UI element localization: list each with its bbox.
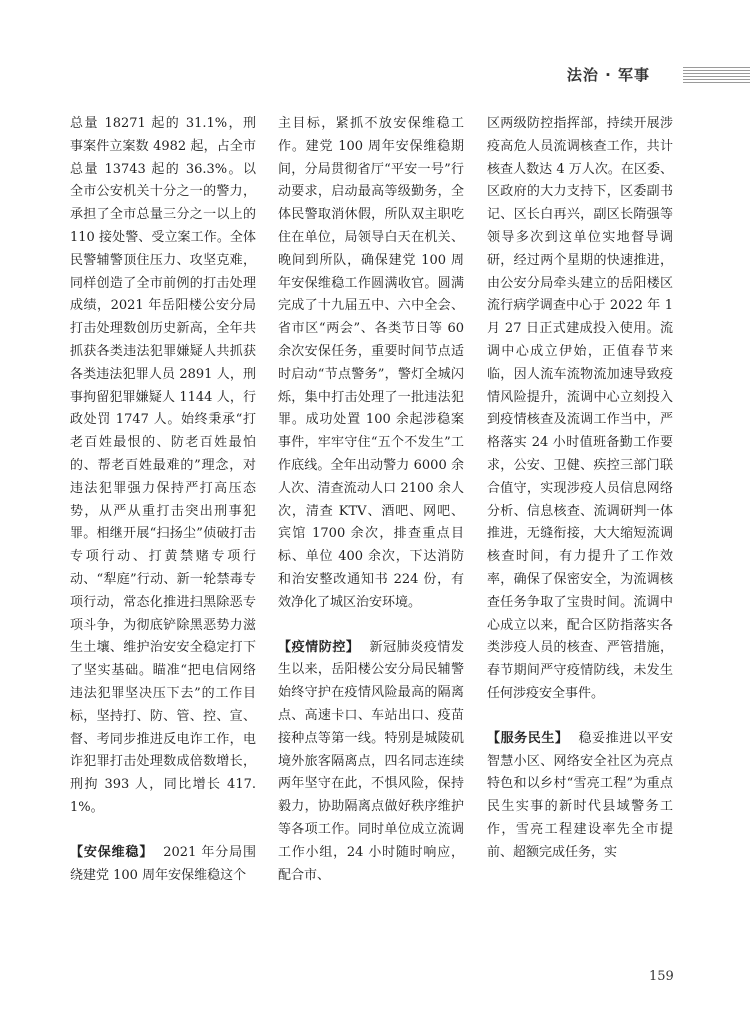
- text-column-1: [70, 113, 256, 887]
- section-title-epidemic: 【疫情防控】: [278, 639, 360, 655]
- paragraph: 主目标，紧抓不放安保维稳工作。建党 100 周年安保维稳期间，分局贯彻省厅“平安一号”行动要求，启动最高等级勤务，全体民警取消休假，所队双主职吃住在单位，局领导白天在机关、晚间到所队，确保建党 100 周年安保维稳工作圆满收官。圆满完成了十九届五中、六中全会、省市区“两会”、各类节日等 60 余次安保任务，重要时间节点适时启动“节点警务”，警灯全城闪烁，集中打击处理了一批违法犯罪。成功处置 100 余起涉稳案事件，牢牢守住“五个不发生”工作底线。全年出动警力 6000 余人次、清查流动人口 2100 余人次，清查 KTV、酒吧、网吧、宾馆 1700 余次，排查重点目标、单位 400 余次，下达消防和治安整改通知书 224 份，有效净化了城区治安环境。: [278, 116, 464, 610]
- paragraph-text: 稳妥推进以平安智慧小区、网络安全社区为亮点特色和以乡村“雪亮工程”为重点民生实事的新时代县域警务工作，雪亮工程建设率先全市提前、超额完成任务，实: [487, 730, 673, 860]
- section-header-title: 法治 · 军事: [566, 66, 650, 84]
- paragraph-spacer: [70, 820, 256, 842]
- section-title-security: 【安保维稳】: [70, 844, 154, 860]
- paragraph-text: 2021 年分局围绕建党 100 周年安保维稳这个: [70, 844, 256, 883]
- page-number: 159: [649, 969, 674, 984]
- page-header: [0, 62, 750, 88]
- paragraph-spacer: [278, 615, 464, 637]
- paragraph-epidemic: [278, 637, 464, 888]
- text-column-3: [487, 113, 673, 865]
- paragraph: 总量 18271 起的 31.1%，刑事案件立案数 4982 起，占全市总量 13743 起的 36.3%。以全市公安机关十分之一的警力，承担了全市总量三分之一以上的 110 接处警、受立案工作。全体民警辅警顶住压力、攻坚克难，同样创造了全市前例的打击处理成绩，2021 年岳阳楼公安分局打击处理数创历史新高，全年共抓获各类违法犯罪嫌疑人共抓获各类违法犯罪人员 2891 人，刑事拘留犯罪嫌疑人 1144 人，行政处罚 1747 人。始终秉承“打老百姓最恨的、防老百姓最怕的、帮老百姓最难的”理念，对违法犯罪强力保持严打高压态势，从严从重打击突出刑事犯罪。相继开展“扫扬尘”侦破打击专项行动、打黄禁赌专项行动、“犁庭”行动、新一轮禁毒专项行动，常态化推进扫黑除恶专项斗争，为彻底铲除黑恶势力滋生土壤、维护治安安全稳定打下了坚实基础。瞄准“把电信网络违法犯罪坚决压下去”的工作目标，坚持打、防、管、控、宣、督、考同步推进反电诈工作，电诈犯罪打击处理数成倍数增长，刑拘 393 人，同比增长 417.1%。: [70, 116, 256, 815]
- paragraph-spacer: [487, 706, 673, 728]
- paragraph: 区两级防控指挥部，持续开展涉疫高危人员流调核查工作，共计核查人数达 4 万人次。在区委、区政府的大力支持下，区委副书记、区长白再兴，副区长隋强等领导多次到这单位实地督导调研，经过两个星期的快速推进，由公安分局牵头建立的岳阳楼区流行病学调查中心于 2022 年 1 月 27 日正式建成投入使用。流调中心成立伊始，正值春节来临，因人流车流物流加速导致疫情风险提升，流调中心立刻投入到疫情核查及流调工作当中，严格落实 24 小时值班备勤工作要求，公安、卫健、疾控三部门联合值守，实现涉疫人员信息网络分析、信息核查、流调研判一体推进，无缝衔接，大大缩短流调核查时间，有力提升了工作效率，确保了保密安全，为流调核查任务争取了宝贵时间。流调中心成立以来，配合区防指落实各类涉疫人员的核查、严管措施，春节期间严守疫情防线，未发生任何涉疫安全事件。: [487, 116, 673, 701]
- paragraph-livelihood: [487, 728, 673, 865]
- text-column-2: [278, 113, 464, 887]
- paragraph-security: [70, 842, 256, 888]
- section-title-livelihood: 【服务民生】: [487, 730, 569, 746]
- paragraph-text: 新冠肺炎疫情发生以来，岳阳楼公安分局民辅警始终守护在疫情风险最高的隔离点、高速卡口、车站出口、疫苗接种点等第一线。特别是城陵矶境外旅客隔离点，四名同志连续两年坚守在此，不惧风险，保持毅力，协助隔离点做好秩序维护等各项工作。同时单位成立流调工作小组，24 小时随时响应，配合市、: [278, 639, 464, 883]
- header-decorative-lines: [683, 67, 750, 84]
